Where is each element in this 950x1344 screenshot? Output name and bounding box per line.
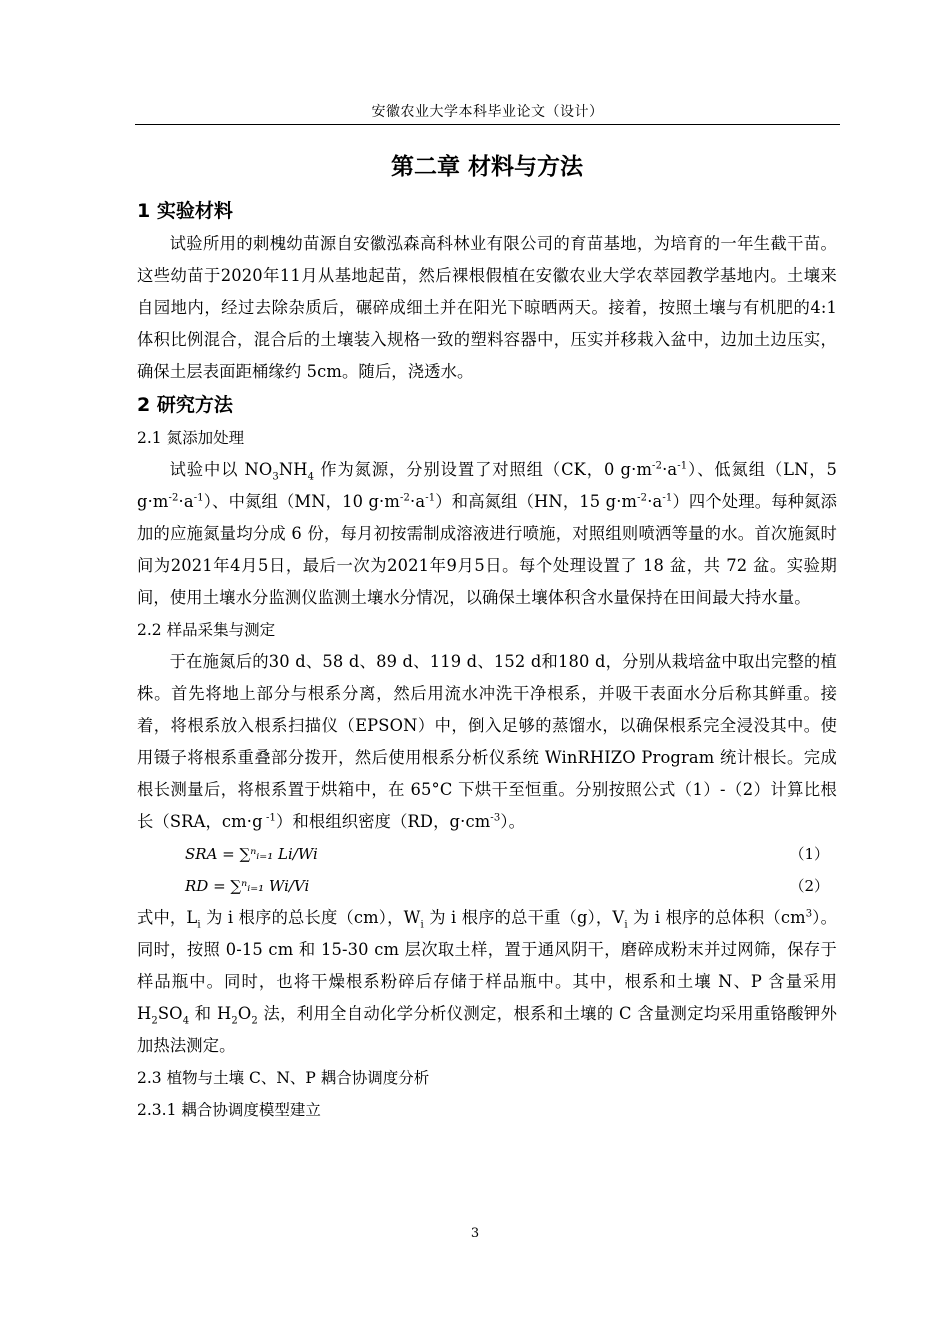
page-content <box>137 150 837 1126</box>
header-rule <box>135 124 840 125</box>
section-heading-materials: 1 实验材料 <box>137 200 233 222</box>
running-header: 安徽农业大学本科毕业论文（设计） <box>371 104 604 120</box>
subsection-heading-nitrogen: 2.1 氮添加处理 <box>137 429 245 447</box>
formula-sra <box>137 838 837 870</box>
section-heading-methods: 2 研究方法 <box>137 394 233 416</box>
formula-rd-expression: RD = ∑ⁿᵢ₌₁ Wi/Vi <box>185 877 310 895</box>
formula-sra-number: （1） <box>789 845 829 863</box>
formula-explanation-paragraph: 式中，$L_i$ 为 i 根序的总长度（cm），$W_i$ 为 i 根序的总干重（g），$V_i$ 为 i 根序的总体积$(cm^3)$。同时，按照 0-15 cm 和 15-30 cm 层次取土样，置于通风阴干，磨碎成粉末并过网筛，保存于样品瓶中。同时，也将干燥根系粉碎后存储于样品瓶中。其中，根系和土壤 N、P 含量采用 $H_2SO_4$ 和 $H_2O_2$ 法，利用全自动化学分析仪测定，根系和土壤的 C 含量测定均采用重铬酸钾外加热法测定。 <box>137 908 838 1055</box>
chapter-title: 第二章 材料与方法 <box>390 154 583 180</box>
page-number: 3 <box>470 1226 480 1241</box>
subsection-heading-coupling: 2.3 植物与土壤 C、N、P 耦合协调度分析 <box>137 1069 430 1087</box>
sampling-paragraph: 于在施氮后的30 d、58 d、89 d、119 d、152 d和180 d，分别从栽培盆中取出完整的植株。首先将地上部分与根系分离，然后用流水冲洗干净根系，并吸干表面水分后称其鲜重。接着，将根系放入根系扫描仪（EPSON）中，倒入足够的蒸馏水，以确保根系完全浸没其中。使用镊子将根系重叠部分拨开，然后使用根系分析仪系统 WinRHIZO Program 统计根长。完成根长测量后，将根系置于烘箱中，在 65°C 下烘干至恒重。分别按照公式（1）-（2）计算比根长（SRA，cm·g $^{-1}$）和根组织密度（RD，$g\cdot cm^{-3}$）。 <box>137 652 837 831</box>
materials-paragraph: 试验所用的刺槐幼苗源自安徽泓森高科林业有限公司的育苗基地，为培育的一年生截干苗。这些幼苗于2020年11月从基地起苗，然后裸根假植在安徽农业大学农萃园教学基地内。土壤来自园地内，经过去除杂质后，碾碎成细土并在阳光下晾晒两天。接着，按照土壤与有机肥的4:1体积比例混合，混合后的土壤装入规格一致的塑料容器中，压实并移栽入盆中，边加土边压实，确保土层表面距桶缘约 5cm。随后，浇透水。 <box>137 234 837 381</box>
subsection-heading-sampling: 2.2 样品采集与测定 <box>137 621 276 639</box>
formula-sra-expression: SRA = ∑ⁿᵢ₌₁ Li/Wi <box>185 845 318 863</box>
formula-rd <box>137 870 837 902</box>
formula-rd-number: （2） <box>789 877 829 895</box>
nitrogen-paragraph: 试验中以 $NO_3NH_4$ 作为氮源，分别设置了对照组（CK，0 $g\cdot m^{-2}\cdot a^{-1}$）、低氮组（LN，5 $g\cdot m^{-2}\cdot a^{-1}$）、中氮组（MN，10 $g\cdot m^{-2}\cdot a^{-1}$）和高氮组（HN，15 $g\cdot m^{-2}\cdot a^{-1}$）四个处理。每种氮添加的应施氮量均分成 6 份，每月初按需制成溶液进行喷施，对照组则喷洒等量的水。首次施氮时间为2021年4月5日，最后一次为2021年9月5日。每个处理设置了 18 盆，共 72 盆。实验期间，使用土壤水分监测仪监测土壤水分情况，以确保土壤体积含水量保持在田间最大持水量。 <box>137 460 838 607</box>
subsubsection-heading-model: 2.3.1 耦合协调度模型建立 <box>137 1101 321 1119</box>
